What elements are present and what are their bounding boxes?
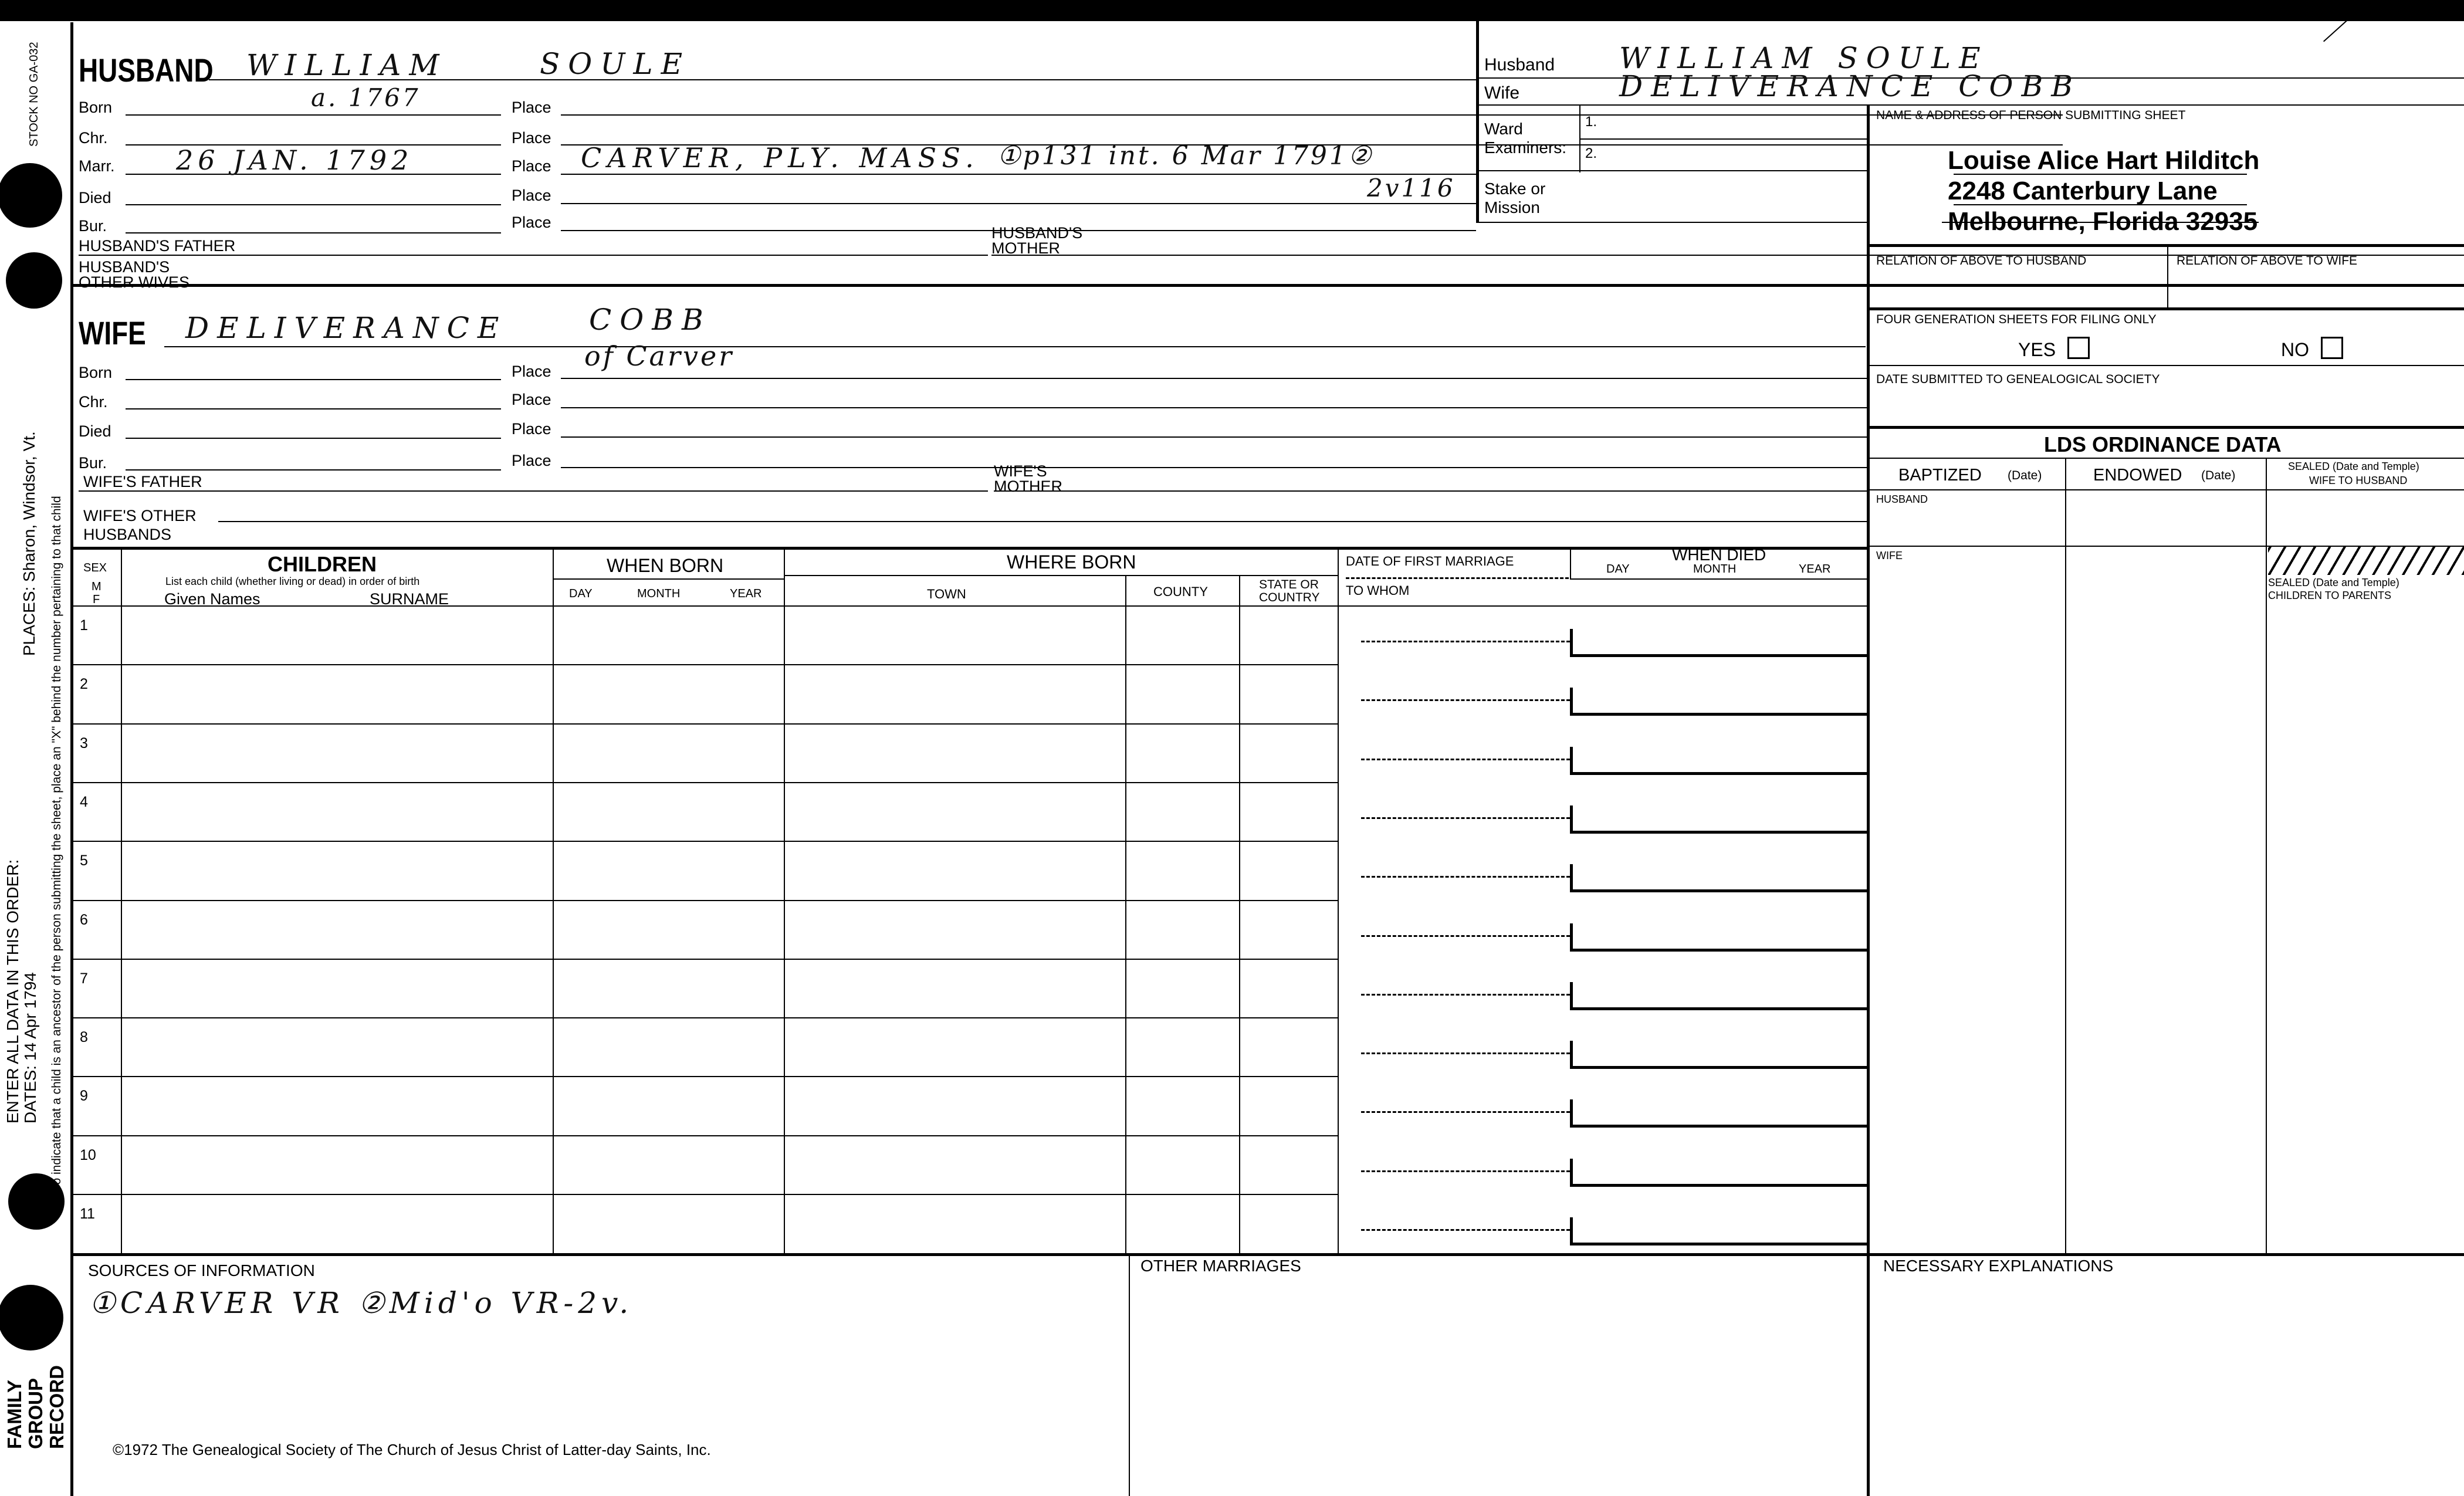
husband-marr-place: CARVER, PLY. MASS. xyxy=(581,142,980,174)
lds-sealed-wife-1: SEALED (Date and Temple) xyxy=(2288,461,2419,472)
submitter-address-strike-1 xyxy=(1954,174,2247,175)
husband-chr-label: Chr. xyxy=(79,129,108,147)
husband-born-place-label: Place xyxy=(512,99,551,116)
husband-surname: SOULE xyxy=(540,47,691,81)
child-row-number: 7 xyxy=(80,970,88,987)
when-born-year: YEAR xyxy=(730,587,762,600)
child-row-divider xyxy=(70,959,1338,960)
wife-mother-line xyxy=(994,490,1867,492)
wife-chr-line xyxy=(126,408,501,409)
examiners-label: Examiners: xyxy=(1484,138,1567,157)
child-row[interactable] xyxy=(70,664,1867,723)
child-died-box xyxy=(1570,1217,1867,1245)
wife-born-place: of Carver xyxy=(584,340,735,372)
lds-hatched-cell xyxy=(2268,547,2464,575)
child-row-number: 2 xyxy=(80,676,88,692)
four-gen-yes-checkbox[interactable] xyxy=(2067,337,2090,359)
husband-born-place-line xyxy=(561,114,2063,116)
punch-hole-4 xyxy=(0,1285,63,1351)
lds-sealed-children-1: SEALED (Date and Temple) xyxy=(2268,577,2399,588)
wife-born-place-label: Place xyxy=(512,363,551,380)
child-row-number: 9 xyxy=(80,1088,88,1104)
where-born-town: TOWN xyxy=(927,587,966,601)
child-row[interactable] xyxy=(70,723,1867,782)
child-marriage-dash xyxy=(1361,935,1570,937)
child-row[interactable] xyxy=(70,900,1867,959)
child-marriage-dash xyxy=(1361,994,1570,996)
child-row-number: 10 xyxy=(80,1147,96,1163)
wife-born-line xyxy=(126,379,501,380)
husband-father-line xyxy=(79,255,988,256)
relation-bottom xyxy=(1867,307,2464,310)
lds-baptized-date: (Date) xyxy=(2008,469,2042,482)
four-gen-yes: YES xyxy=(2018,339,2056,360)
husband-born-label: Born xyxy=(79,99,113,116)
punch-hole-1 xyxy=(0,163,62,228)
child-died-box xyxy=(1570,805,1867,834)
submitter-line-2: 2248 Canterbury Lane xyxy=(1948,177,2218,205)
husband-died-line xyxy=(126,204,501,205)
when-died-left xyxy=(1570,547,1571,580)
children-surname: SURNAME xyxy=(370,590,449,608)
right-panel-left xyxy=(1867,104,1870,1496)
lds-sealed-children-2: CHILDREN TO PARENTS xyxy=(2268,590,2392,601)
child-marriage-dash xyxy=(1361,759,1570,760)
child-marriage-dash xyxy=(1361,1052,1570,1054)
where-born-heading: WHERE BORN xyxy=(1007,551,1136,573)
places-note: PLACES: Sharon, Windsor, Vt. xyxy=(20,431,38,656)
lds-husband-row: HUSBAND xyxy=(1876,493,1928,505)
lds-title-line xyxy=(1867,458,2464,459)
husband-bur-place-label: Place xyxy=(512,214,551,231)
child-row[interactable] xyxy=(70,605,1867,664)
wife-chr-label: Chr. xyxy=(79,393,108,411)
child-marriage-dash xyxy=(1361,876,1570,878)
husband-marr-place-ref: ①p131 int. 6 Mar 1791② xyxy=(997,141,1374,171)
children-sex-f: F xyxy=(93,593,100,606)
record-title-group: GROUP xyxy=(25,1377,46,1449)
husband-chr-place-label: Place xyxy=(512,129,551,147)
four-gen-bottom xyxy=(1867,365,2464,366)
child-died-box xyxy=(1570,747,1867,775)
wife-other-husbands-label-2: HUSBANDS xyxy=(83,526,172,543)
first-marriage-dash xyxy=(1346,577,1569,579)
child-marriage-dash xyxy=(1361,1229,1570,1231)
lds-sealed-wife-2: WIFE TO HUSBAND xyxy=(2309,475,2408,486)
where-born-county: COUNTY xyxy=(1153,584,1208,599)
when-born-line xyxy=(553,578,785,580)
child-row-divider xyxy=(70,723,1338,725)
child-row-number: 5 xyxy=(80,852,88,869)
when-born-day: DAY xyxy=(569,587,593,600)
examiner-1-line xyxy=(1579,138,1867,140)
children-heading: CHILDREN xyxy=(268,552,377,576)
child-row-divider xyxy=(70,1076,1338,1077)
husband-other-wives-label-2: OTHER WIVES xyxy=(79,273,190,291)
child-row-divider xyxy=(70,841,1338,842)
examiner-2-line xyxy=(1476,170,1867,171)
when-died-year: YEAR xyxy=(1799,563,1831,576)
where-born-line xyxy=(784,575,1339,576)
wife-bur-place-line xyxy=(561,467,1867,468)
punch-hole-2 xyxy=(6,252,62,309)
top-black-band xyxy=(0,0,2464,21)
child-row-number: 8 xyxy=(80,1029,88,1045)
child-died-box xyxy=(1570,1159,1867,1187)
child-row[interactable] xyxy=(70,1194,1867,1253)
lds-wife-row: WIFE xyxy=(1876,550,1903,561)
necessary-explanations-label: NECESSARY EXPLANATIONS xyxy=(1883,1257,2114,1275)
child-row-divider xyxy=(70,1194,1338,1195)
child-died-box xyxy=(1570,923,1867,952)
header-wife-line xyxy=(1476,104,2464,106)
ward-label: Ward xyxy=(1484,120,1523,138)
submitter-bottom xyxy=(1867,244,2464,247)
sources-value: ①CARVER VR ②Mid'o VR-2v. xyxy=(89,1286,634,1320)
lds-col-2 xyxy=(2266,458,2267,1254)
header-wife-value: DELIVERANCE COBB xyxy=(1619,69,2081,103)
header-husband-value: WILLIAM SOULE xyxy=(1619,41,1989,75)
when-died-line xyxy=(1570,578,1867,580)
child-row[interactable] xyxy=(70,782,1867,841)
sources-label: SOURCES OF INFORMATION xyxy=(88,1261,315,1280)
child-marriage-dash xyxy=(1361,817,1570,819)
husband-other-wives-label-1: HUSBAND'S xyxy=(79,258,170,276)
husband-bur-line xyxy=(126,232,501,233)
wife-name-line xyxy=(164,346,1866,347)
date-submitted-bottom xyxy=(1867,426,2464,429)
husband-born-line xyxy=(126,114,501,116)
wife-mother-label-1: WIFE'S xyxy=(994,462,1047,480)
copyright-notice: ©1972 The Genealogical Society of The Church of Jesus Christ of Latter-day Saints, Inc. xyxy=(113,1441,711,1458)
wife-father-label: WIFE'S FATHER xyxy=(83,473,202,490)
four-gen-no-checkbox[interactable] xyxy=(2321,337,2343,359)
husband-marr-value: 26 JAN. 1792 xyxy=(176,144,414,176)
wife-died-place-line xyxy=(561,436,1867,438)
child-row[interactable] xyxy=(70,959,1867,1017)
wife-chr-place-label: Place xyxy=(512,391,551,408)
when-born-month: MONTH xyxy=(637,587,681,600)
husband-marr-place-ref2: 2v116 xyxy=(1367,174,1456,202)
submitter-label: NAME & ADDRESS OF PERSON SUBMITTING SHEET xyxy=(1876,109,2186,122)
wife-bur-label: Bur. xyxy=(79,454,107,472)
husband-marr-place-line xyxy=(561,174,1476,175)
husband-died-label: Died xyxy=(79,189,111,207)
child-row[interactable] xyxy=(70,1135,1867,1194)
stock-number: STOCK NO GA-032 xyxy=(28,42,40,147)
wife-section-bottom xyxy=(70,547,1867,550)
ancestor-instruction: To indicate that a child is an ancestor of the person submitting the sheet, place an "X" behind the number pertaining to that child xyxy=(50,496,63,1191)
child-row-number: 1 xyxy=(80,617,88,634)
husband-given-name: WILLIAM xyxy=(246,48,448,82)
when-died-month: MONTH xyxy=(1693,563,1737,576)
child-died-box xyxy=(1570,864,1867,892)
wife-given-name: DELIVERANCE xyxy=(185,311,507,345)
wife-other-husbands-line xyxy=(218,521,1867,522)
submitter-line-1: Louise Alice Hart Hilditch xyxy=(1948,146,2260,175)
lds-endowed: ENDOWED xyxy=(2093,466,2182,485)
wife-died-label: Died xyxy=(79,422,111,440)
relation-husband-label: RELATION OF ABOVE TO HUSBAND xyxy=(1876,254,2087,268)
child-died-box xyxy=(1570,629,1867,657)
wife-surname: COBB xyxy=(589,303,712,337)
husband-heading: HUSBAND xyxy=(79,52,214,89)
lds-title: LDS ORDINANCE DATA xyxy=(2044,432,2282,456)
four-gen-no: NO xyxy=(2281,339,2309,360)
child-died-box xyxy=(1570,1099,1867,1128)
child-row-number: 3 xyxy=(80,735,88,752)
child-marriage-dash xyxy=(1361,1111,1570,1113)
child-row-divider xyxy=(70,664,1338,665)
header-box-left xyxy=(1476,21,1479,223)
wife-died-place-label: Place xyxy=(512,420,551,438)
enter-order-note: ENTER ALL DATA IN THIS ORDER: xyxy=(4,859,22,1123)
stake-line xyxy=(1476,222,1867,223)
husband-mother-label-1: HUSBAND'S xyxy=(991,224,1083,242)
dates-note: DATES: 14 Apr 1794 xyxy=(21,972,39,1123)
husband-father-label: HUSBAND'S FATHER xyxy=(79,237,236,255)
wife-born-label: Born xyxy=(79,364,113,381)
stake-label: Stake or xyxy=(1484,180,1546,198)
wife-mother-label-2: MOTHER xyxy=(994,478,1062,495)
wife-father-line xyxy=(79,490,988,492)
record-title-record: RECORD xyxy=(46,1365,67,1449)
husband-mother-label-2: MOTHER xyxy=(991,239,1060,257)
child-row-number: 11 xyxy=(80,1206,95,1222)
children-given-names: Given Names xyxy=(164,590,260,608)
child-row[interactable] xyxy=(70,1076,1867,1135)
children-sex-m: M xyxy=(92,580,101,593)
header-wife-label: Wife xyxy=(1484,83,1519,103)
child-row-divider xyxy=(70,1017,1338,1018)
lds-baptized: BAPTIZED xyxy=(1898,466,1982,485)
husband-bur-label: Bur. xyxy=(79,217,107,235)
mission-label: Mission xyxy=(1484,198,1540,216)
wife-bur-line xyxy=(126,469,501,471)
examiner-1: 1. xyxy=(1585,114,1597,130)
examiner-2: 2. xyxy=(1585,145,1597,161)
footer-divider-1 xyxy=(1129,1253,1130,1496)
wife-bur-place-label: Place xyxy=(512,452,551,469)
child-row[interactable] xyxy=(70,1017,1867,1076)
husband-marr-label: Marr. xyxy=(79,157,115,175)
lds-endowed-date: (Date) xyxy=(2201,469,2236,482)
husband-died-place-line xyxy=(561,203,1476,204)
record-title-family: FAMILY xyxy=(4,1380,25,1449)
child-row-number: 4 xyxy=(80,794,88,810)
husband-born-value: a. 1767 xyxy=(311,83,421,112)
husband-died-place-label: Place xyxy=(512,187,551,204)
child-died-box xyxy=(1570,982,1867,1010)
wife-born-place-line xyxy=(561,378,1867,379)
when-born-heading: WHEN BORN xyxy=(607,555,724,576)
children-table-bottom xyxy=(70,1253,2464,1256)
date-submitted-label: DATE SUBMITTED TO GENEALOGICAL SOCIETY xyxy=(1876,373,2160,386)
child-row-divider xyxy=(70,782,1338,783)
where-born-state-2: COUNTRY xyxy=(1259,591,1320,604)
child-row-divider xyxy=(70,1135,1338,1136)
husband-section-bottom xyxy=(70,284,2464,287)
four-gen-label: FOUR GENERATION SHEETS FOR FILING ONLY xyxy=(1876,313,2157,326)
children-sex-label: SEX xyxy=(83,561,107,574)
child-died-box xyxy=(1570,688,1867,716)
child-marriage-dash xyxy=(1361,1170,1570,1172)
wife-died-line xyxy=(126,438,501,439)
child-row[interactable] xyxy=(70,841,1867,899)
to-whom-heading: TO WHOM xyxy=(1346,583,1410,598)
child-row-divider xyxy=(70,900,1338,901)
child-marriage-dash xyxy=(1361,699,1570,701)
relation-divider xyxy=(2167,244,2168,309)
submitter-address-strike-3 xyxy=(1942,222,2259,223)
when-died-heading: WHEN DIED xyxy=(1672,546,1766,564)
child-died-box xyxy=(1570,1041,1867,1069)
lds-col-1 xyxy=(2065,458,2066,1254)
first-marriage-heading: DATE OF FIRST MARRIAGE xyxy=(1346,554,1514,568)
header-husband-label: Husband xyxy=(1484,55,1555,75)
husband-marr-place-label: Place xyxy=(512,157,551,175)
children-instruction: List each child (whether living or dead) in order of birth xyxy=(165,576,420,587)
wife-chr-place-line xyxy=(561,407,1867,408)
child-row-number: 6 xyxy=(80,912,88,928)
submitter-address-strike-2 xyxy=(1954,204,2247,205)
child-marriage-dash xyxy=(1361,641,1570,642)
other-marriages-label: OTHER MARRIAGES xyxy=(1140,1257,1301,1275)
when-died-day: DAY xyxy=(1606,563,1630,576)
lds-header-line xyxy=(1867,489,2464,490)
wife-heading: WIFE xyxy=(79,314,146,351)
wife-other-husbands-label-1: WIFE'S OTHER xyxy=(83,507,197,524)
submitter-line-3: Melbourne, Florida 32935 xyxy=(1948,207,2258,236)
where-born-state-1: STATE OR xyxy=(1259,578,1319,591)
relation-wife-label: RELATION OF ABOVE TO WIFE xyxy=(2177,254,2358,268)
